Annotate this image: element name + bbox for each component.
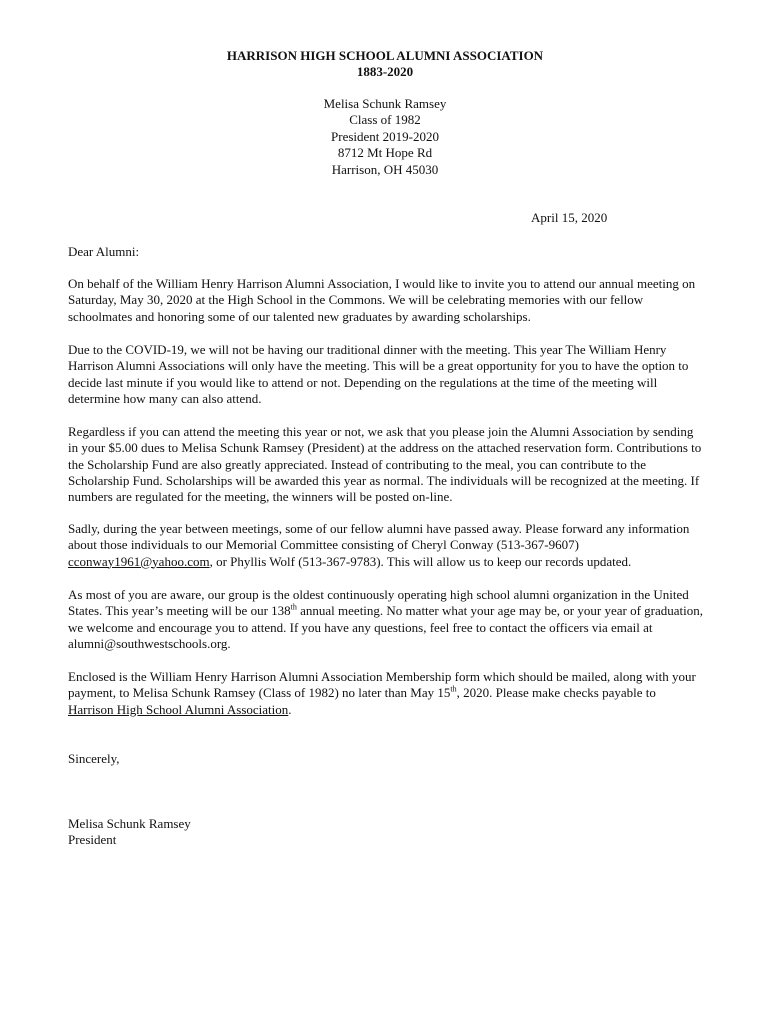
paragraph-covid <box>68 342 704 407</box>
letter-date: April 15, 2020 <box>531 210 608 225</box>
ordinal-suffix: th <box>450 684 457 694</box>
sender-name: Melisa Schunk Ramsey <box>323 96 447 111</box>
signature-block <box>68 816 704 849</box>
payee-name: Harrison High School Alumni Association <box>68 701 289 717</box>
paragraph-memorial <box>68 521 704 570</box>
paragraph-text: Due to the COVID-19, we will not be having our traditional dinner with the meeting. This year The William Henry Harrison Alumni Associations will only have the meeting. This will be a great opportunity for you to have the option to decide last minute if you would like to attend or not. Depending on the regulations at the time of the meeting will determine how many can also attend. <box>68 342 689 406</box>
sender-city: Harrison, OH 45030 <box>331 161 439 177</box>
paragraph-text <box>68 521 704 570</box>
closing: Sincerely, <box>68 751 120 766</box>
paragraph-dues <box>68 424 704 505</box>
ordinal-suffix: th <box>290 602 297 612</box>
memorial-text-start: Sadly, during the year between meetings, some of our fellow alumni have passed away. Please forward any information about those individuals to our Memorial Committee consisting of Cheryl Conway (513-367-9607) <box>68 521 690 553</box>
paragraph-text <box>68 669 704 718</box>
paragraph-invitation <box>68 276 704 325</box>
association-name: HARRISON HIGH SCHOOL ALUMNI ASSOCIATION <box>226 48 544 63</box>
sender-block <box>0 96 770 178</box>
association-years: 1883-2020 <box>356 64 414 79</box>
sender-street: 8712 Mt Hope Rd <box>337 145 433 161</box>
salutation: Dear Alumni: <box>68 244 140 259</box>
membership-text-end: . <box>288 701 292 717</box>
memorial-text-end: , or Phyllis Wolf (513-367-9783). This will allow us to keep our records updated. <box>209 553 632 569</box>
history-text-start: As most of you are aware, our group is the oldest continuously operating high school alumni organization in the United States. This year’s meeting will be our 138 <box>68 587 689 619</box>
paragraph-text: On behalf of the William Henry Harrison Alumni Association, I would like to invite you to attend our annual meeting on Saturday, May 30, 2020 at the High School in the Commons. We will be celebrating memories with our fellow schoolmates and honoring some of our talented new graduates by awarding scholarships. <box>68 276 696 324</box>
paragraph-text: Regardless if you can attend the meeting this year or not, we ask that you please join the Alumni Association by sending in your $5.00 dues to Melisa Schunk Ramsey (President) at the address on the attached reservation form. Contributions to the Scholarship Fund are also greatly appreciated. Instead of contributing to the meal, you can contribute to the Scholarship Fund. Scholarships will be awarded this year as normal. The individuals will be recognized at the meeting. If numbers are regulated for the meeting, the winners will be posted on-line. <box>68 424 702 505</box>
membership-text-mid: , 2020. Please make checks payable to <box>456 685 656 701</box>
sender-title: President 2019-2020 <box>331 128 439 144</box>
membership-text-start: Enclosed is the William Henry Harrison Alumni Association Membership form which should be mailed, along with your payment, to Melisa Schunk Ramsey (Class of 1982) no later than May 15 <box>68 669 696 701</box>
paragraph-history <box>68 587 704 652</box>
paragraph-text <box>68 587 704 652</box>
sender-class: Class of 1982 <box>349 112 421 128</box>
history-text-end: annual meeting. No matter what your age may be, or your year of graduation, we welcome and encourage you to attend. If you have any questions, feel free to contact the officers via email at alumni@southwestschools.org. <box>68 603 704 651</box>
signature-title: President <box>68 832 117 848</box>
signature-name: Melisa Schunk Ramsey <box>68 816 191 831</box>
paragraph-membership <box>68 669 704 718</box>
letterhead <box>0 48 770 80</box>
email-link-cconway[interactable]: cconway1961@yahoo.com <box>68 553 210 569</box>
